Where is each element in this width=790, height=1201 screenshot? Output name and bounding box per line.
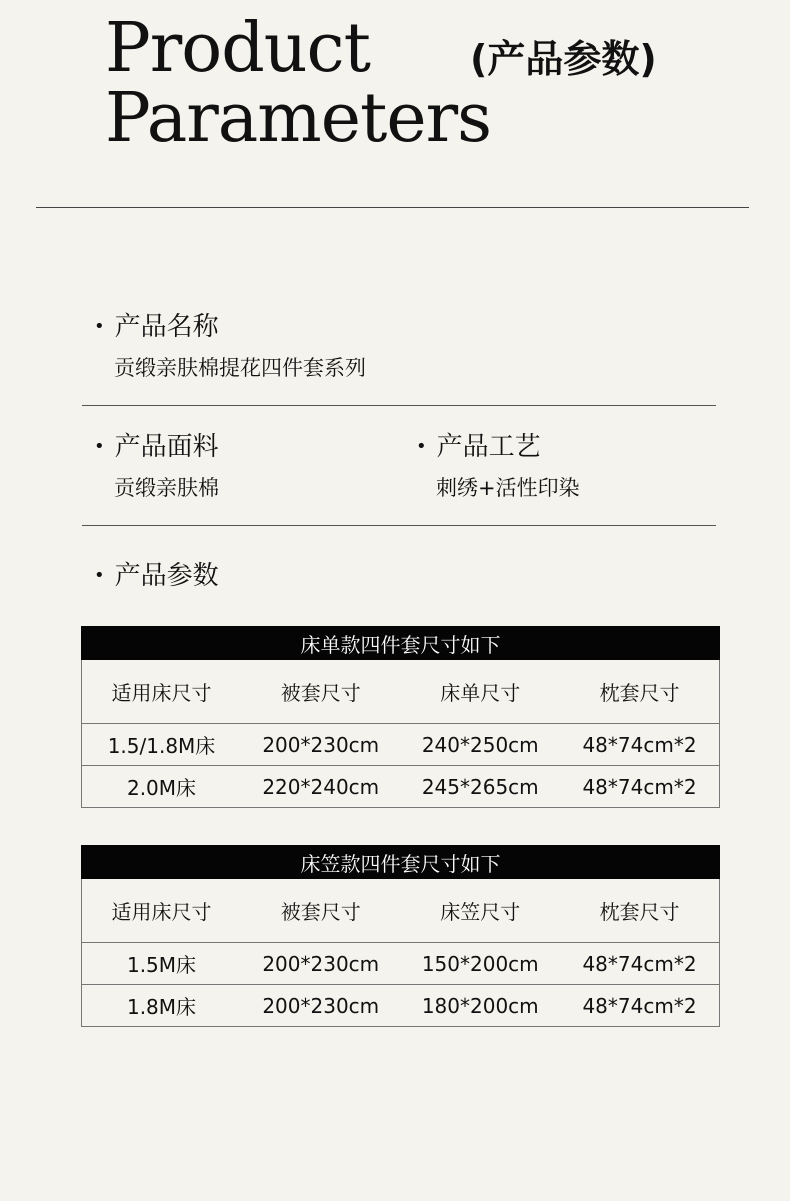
page-title: [105, 9, 491, 158]
table-cell: 200*230cm: [241, 724, 401, 766]
column-header: 被套尺寸: [241, 879, 401, 943]
params-block: [94, 561, 219, 594]
table-cell: 180*200cm: [401, 985, 561, 1027]
column-header: 被套尺寸: [241, 660, 401, 724]
table-cell: 240*250cm: [401, 724, 561, 766]
table-cell: 1.8M床: [82, 985, 242, 1027]
table-cell: 48*74cm*2: [560, 724, 720, 766]
table-cell: 48*74cm*2: [560, 943, 720, 985]
table-header-row: [82, 879, 720, 943]
size-table-fitted-sheet: [81, 845, 720, 1027]
table-cell: 2.0M床: [82, 766, 242, 808]
column-header: 适用床尺寸: [82, 660, 242, 724]
column-header: 床笠尺寸: [401, 879, 561, 943]
column-header: 枕套尺寸: [560, 660, 720, 724]
table-cell: 220*240cm: [241, 766, 401, 808]
table-cell: 200*230cm: [241, 985, 401, 1027]
fabric-block: [94, 432, 219, 501]
column-header: 适用床尺寸: [82, 879, 242, 943]
table-cell: 150*200cm: [401, 943, 561, 985]
product-name-label: • 产品名称: [94, 312, 366, 345]
product-name-block: [94, 312, 366, 381]
fabric-label: • 产品面料: [94, 432, 219, 465]
table-cell: 1.5M床: [82, 943, 242, 985]
table-cell: 1.5/1.8M床: [82, 724, 242, 766]
table-row: [82, 766, 720, 808]
table-cell: 48*74cm*2: [560, 766, 720, 808]
craft-value: 刺绣+活性印染: [436, 476, 580, 500]
title-line-2: Parameters: [105, 79, 491, 158]
params-label: • 产品参数: [94, 561, 219, 594]
column-header: 枕套尺寸: [560, 879, 720, 943]
craft-label: • 产品工艺: [416, 432, 580, 465]
table-row: [82, 943, 720, 985]
divider: [82, 525, 716, 526]
divider: [82, 405, 716, 406]
header-divider: [36, 207, 749, 208]
craft-block: [416, 432, 580, 501]
column-header: 床单尺寸: [401, 660, 561, 724]
table-caption: 床单款四件套尺寸如下: [82, 627, 720, 660]
table-caption: 床笠款四件套尺寸如下: [82, 846, 720, 879]
table-cell: 48*74cm*2: [560, 985, 720, 1027]
table-row: [82, 985, 720, 1027]
title-line-1: Product: [105, 9, 370, 88]
fabric-value: 贡缎亲肤棉: [114, 476, 219, 500]
table-row: [82, 724, 720, 766]
table-cell: 245*265cm: [401, 766, 561, 808]
page-title-cn: (产品参数): [470, 37, 657, 81]
table-header-row: [82, 660, 720, 724]
table-cell: 200*230cm: [241, 943, 401, 985]
size-table-flat-sheet: [81, 626, 720, 808]
product-name-value: 贡缎亲肤棉提花四件套系列: [114, 356, 366, 380]
